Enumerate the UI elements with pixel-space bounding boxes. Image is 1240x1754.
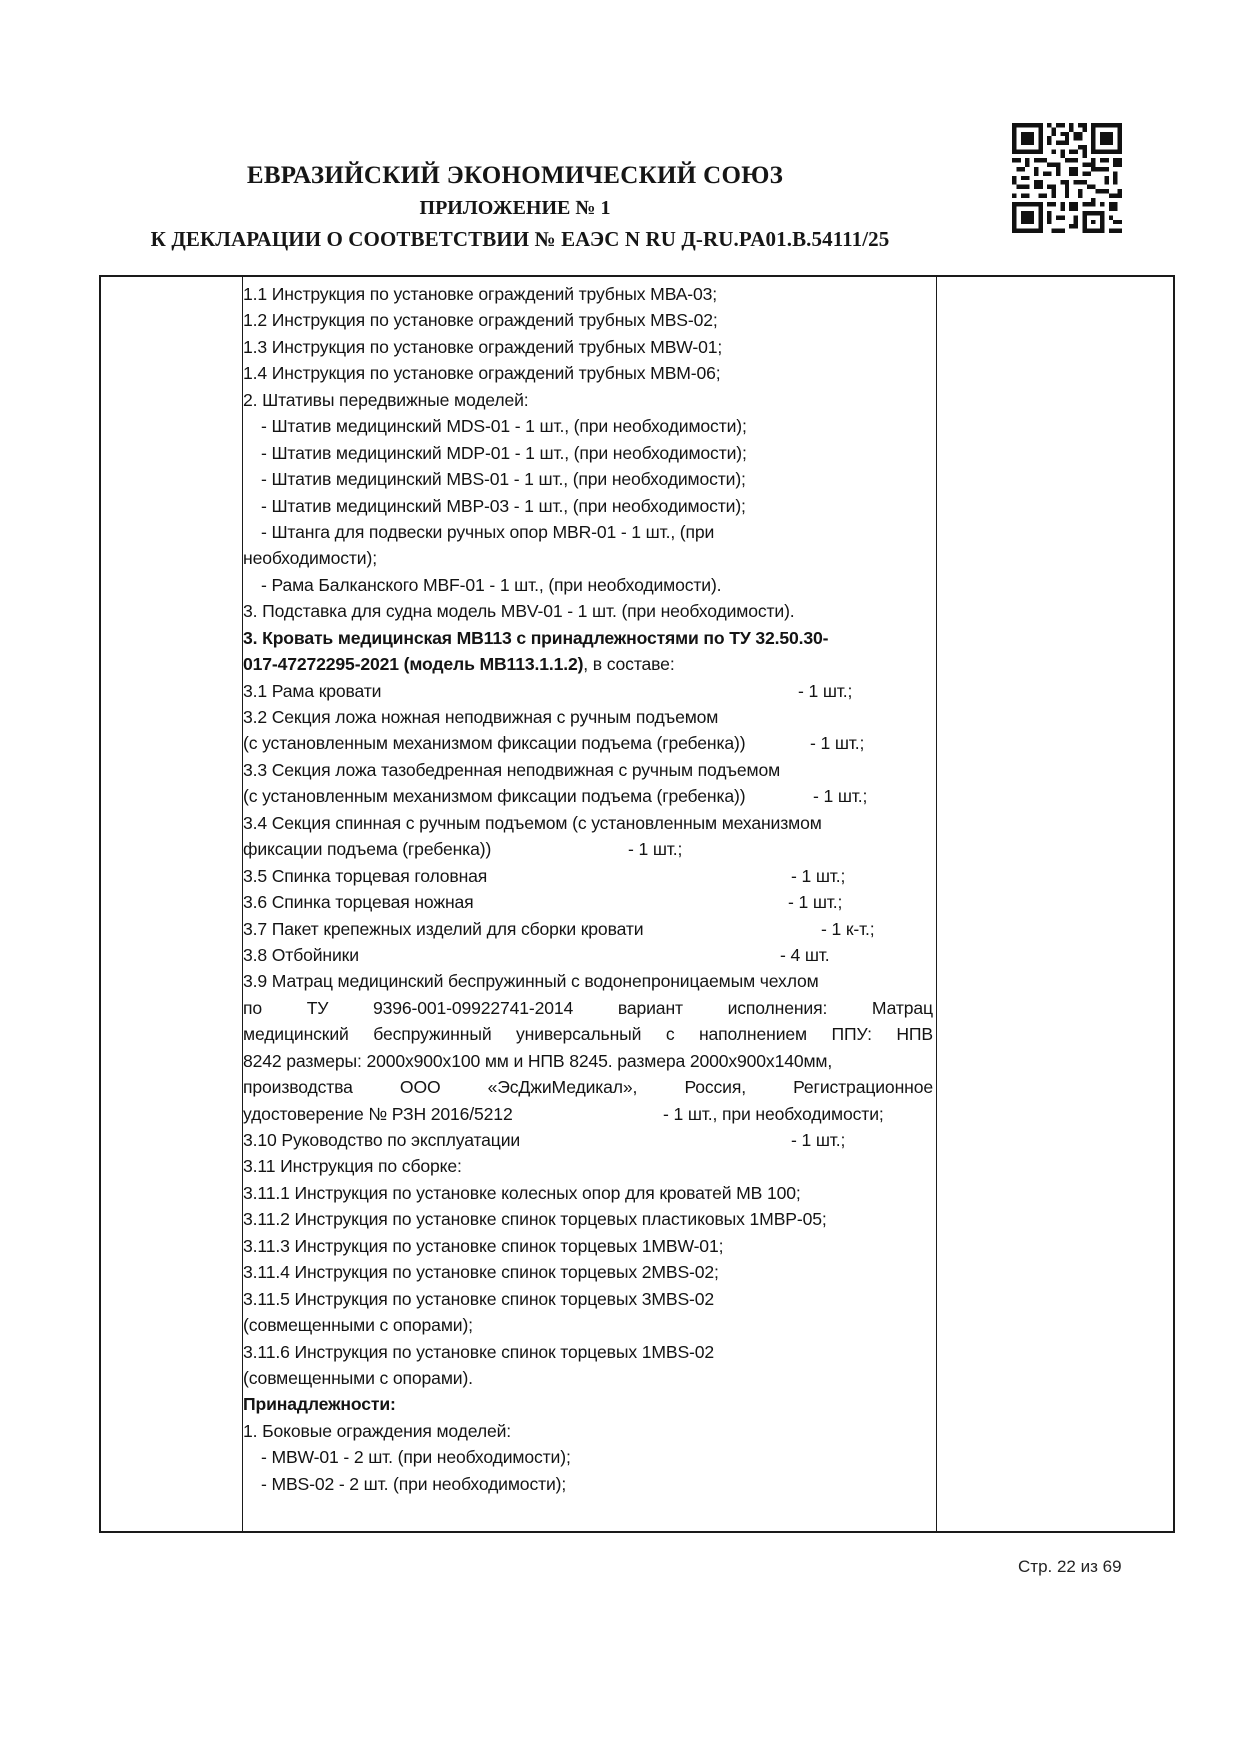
list-item (243, 281, 933, 307)
list-item-text: (совмещенными с опорами). (243, 1367, 473, 1388)
list-item-text: 1.1 Инструкция по установке ограждений трубных МВА-03; (243, 284, 717, 304)
list-item-text: (с установленным механизмом фиксации подъема (гребенка)) (243, 786, 746, 807)
declaration-title: К ДЕКЛАРАЦИИ О СООТВЕТСТВИИ № ЕАЭС N RU Д-RU.PA01.B.54111/25 (150, 227, 890, 251)
list-item-word: Регистрационное (793, 1077, 933, 1098)
qr-code-graphic (1012, 123, 1122, 233)
list-item (243, 783, 933, 809)
list-item (243, 572, 933, 598)
list-item-word: вариант (617, 997, 683, 1018)
list-item (243, 334, 933, 360)
list-item-word: наполнением (698, 1024, 807, 1045)
list-item (243, 1021, 933, 1047)
list-item-text: 3. Подставка для судна модель MBV-01 - 1 шт. (при необходимости). (243, 601, 795, 622)
list-item-text: 3.11.2 Инструкция по установке спинок торцевых пластиковых 1МВР-05; (243, 1209, 827, 1230)
list-item (243, 625, 933, 651)
list-item (243, 836, 933, 862)
list-item-word: универсальный (516, 1024, 642, 1045)
list-item (243, 1391, 933, 1417)
list-item (243, 968, 933, 994)
list-item (243, 1365, 933, 1391)
list-item-word: Матрац (871, 997, 933, 1018)
list-item (243, 942, 933, 968)
qr-code-icon[interactable] (1012, 123, 1122, 233)
list-item (243, 307, 933, 333)
list-item-word: ППУ: (831, 1024, 872, 1045)
list-item-text: необходимости); (243, 548, 377, 569)
list-item-text: 3.6 Спинка торцевая ножная (243, 892, 474, 913)
list-item (243, 1127, 933, 1153)
list-item-text: (с установленным механизмом фиксации подъема (гребенка)) (243, 733, 746, 754)
list-item-word: НПВ (896, 1024, 933, 1045)
list-item-text: 8242 размеры: 2000х900х100 мм и НПВ 8245. размера 2000х900х140мм, (243, 1050, 833, 1071)
list-item-text: 3.7 Пакет крепежных изделий для сборки кровати (243, 918, 644, 939)
list-item (243, 730, 933, 756)
list-item-text: 3.10 Руководство по эксплуатации (243, 1130, 521, 1150)
table-content-cell (243, 277, 936, 1531)
list-item (243, 1259, 933, 1285)
list-item (243, 651, 933, 677)
list-item-text: 3.11.3 Инструкция по установке спинок торцевых 1MBW-01; (243, 1235, 724, 1256)
list-item (243, 1339, 933, 1365)
list-item-text: (совмещенными с опорами); (243, 1315, 473, 1336)
list-item-word: ТУ (306, 997, 329, 1018)
list-item-text: - MBS-02 - 2 шт. (при необходимости); (261, 1473, 567, 1494)
list-item-text: - Рама Балканского MBF-01 - 1 шт., (при необходимости). (261, 574, 722, 595)
list-item-text: 3.11.4 Инструкция по установке спинок торцевых 2MBS-02; (243, 1262, 719, 1283)
list-item (243, 1074, 933, 1100)
list-item-word: медицинский (243, 1024, 349, 1045)
list-item-text: 3.11.1 Инструкция по установке колесных опор для кроватей МВ 100; (243, 1182, 801, 1203)
list-item (243, 1418, 933, 1444)
union-title: ЕВРАЗИЙСКИЙ ЭКОНОМИЧЕСКИЙ СОЮЗ (246, 162, 784, 189)
declaration-table (99, 275, 1175, 1533)
list-item-text: - Штатив медицинский MBS-01 - 1 шт., (при необходимости); (261, 469, 746, 490)
equipment-list (243, 281, 933, 1497)
list-item (243, 995, 933, 1021)
list-item-quantity: - 4 шт. (780, 944, 830, 965)
list-item-word: 9396-001-09922741-2014 (372, 997, 574, 1018)
list-item (243, 1444, 933, 1470)
list-item-quantity: - 1 шт.; (788, 892, 843, 913)
page-number: Стр. 22 из 69 (1018, 1557, 1122, 1576)
list-item (243, 360, 933, 386)
list-item (243, 810, 933, 836)
list-item-word: по (243, 997, 263, 1018)
list-item (243, 1471, 933, 1497)
list-item (243, 466, 933, 492)
list-item (243, 678, 933, 704)
list-item (243, 440, 933, 466)
list-item-word: «ЭсДжиМедикал», (487, 1077, 638, 1098)
list-item-text: удостоверение № РЗН 2016/5212 (243, 1103, 513, 1124)
list-item (243, 916, 933, 942)
list-item-word: Россия, (684, 1077, 746, 1098)
list-item-text: 3.1 Рама кровати (243, 680, 382, 701)
list-item-text: 1.3 Инструкция по установке ограждений трубных MBW-01; (243, 336, 723, 357)
list-item-quantity: - 1 шт.; (791, 1130, 846, 1150)
list-item-text: 3.3 Секция ложа тазобедренная неподвижная с ручным подъемом (243, 759, 781, 780)
list-item-text: фиксации подъема (гребенка)) (243, 839, 492, 860)
list-item (243, 757, 933, 783)
list-item (243, 1286, 933, 1312)
list-item-text: - MBW-01 - 2 шт. (при необходимости); (261, 1447, 571, 1468)
list-item-text: 3.11.5 Инструкция по установке спинок торцевых 3MBS-02 (243, 1288, 715, 1309)
list-item-text: 3.11.6 Инструкция по установке спинок торцевых 1MBS-02 (243, 1341, 715, 1362)
list-item-quantity: - 1 шт.; (628, 839, 683, 860)
list-item (243, 704, 933, 730)
list-item-quantity: - 1 к-т.; (821, 918, 875, 939)
list-item-word: производства (243, 1077, 353, 1098)
list-item-text: , в составе: (583, 654, 675, 675)
list-item-text: 3.8 Отбойники (243, 944, 359, 965)
list-item (243, 1153, 933, 1179)
list-item-quantity: - 1 шт., при необходимости; (663, 1103, 884, 1124)
list-item (243, 1206, 933, 1232)
list-item-text: 2. Штативы передвижные моделей: (243, 389, 529, 410)
table-left-cell (101, 277, 243, 1531)
list-item-quantity: - 1 шт.; (798, 680, 853, 701)
list-item (243, 1101, 933, 1127)
list-item (243, 1048, 933, 1074)
list-item (243, 1233, 933, 1259)
list-item-word: исполнения: (727, 997, 828, 1018)
list-item-text: 3. Кровать медицинская МВ113 с принадлежностями по ТУ 32.50.30- (243, 627, 829, 648)
list-item-text: - Штатив медицинский МВР-03 - 1 шт., (при необходимости); (261, 495, 746, 516)
list-item (243, 413, 933, 439)
list-item-word: беспружинный (373, 1024, 492, 1045)
list-item (243, 1180, 933, 1206)
list-item-quantity: - 1 шт.; (810, 733, 865, 754)
list-item-word: с (665, 1024, 675, 1045)
list-item-text: - Штатив медицинский MDS-01 - 1 шт., (при необходимости); (261, 416, 747, 437)
list-item (243, 493, 933, 519)
list-item-text: - Штатив медицинский MDP-01 - 1 шт., (при необходимости); (261, 442, 747, 463)
list-item-text: 3.5 Спинка торцевая головная (243, 865, 488, 886)
list-item-text: 3.9 Матрац медицинский беспружинный с водонепроницаемым чехлом (243, 971, 819, 992)
list-item (243, 387, 933, 413)
list-item (243, 545, 933, 571)
list-item (243, 519, 933, 545)
list-item-text: 3.2 Секция ложа ножная неподвижная с ручным подъемом (243, 707, 719, 727)
list-item (243, 598, 933, 624)
list-item-word: ООО (399, 1077, 441, 1098)
list-item-quantity: - 1 шт.; (791, 865, 846, 886)
list-item (243, 889, 933, 915)
list-item-text: 3.11 Инструкция по сборке: (243, 1156, 462, 1177)
table-right-cell (936, 277, 1173, 1531)
list-item-text: 3.4 Секция спинная с ручным подъемом (с установленным механизмом (243, 812, 822, 833)
list-item (243, 863, 933, 889)
list-item-text: - Штанга для подвески ручных опор MBR-01 - 1 шт., (при (261, 521, 715, 542)
appendix-title: ПРИЛОЖЕНИЕ № 1 (419, 197, 611, 219)
list-item-bold-text: 017-47272295-2021 (модель МВ113.1.1.2) (243, 654, 584, 675)
list-item-text: 1.2 Инструкция по установке ограждений трубных MBS-02; (243, 310, 718, 331)
list-item-text: Принадлежности: (243, 1394, 396, 1415)
list-item-text: 1.4 Инструкция по установке ограждений трубных МВМ-06; (243, 363, 721, 384)
list-item-quantity: - 1 шт.; (813, 786, 868, 807)
list-item-text: 1. Боковые ограждения моделей: (243, 1420, 512, 1441)
list-item (243, 1312, 933, 1338)
